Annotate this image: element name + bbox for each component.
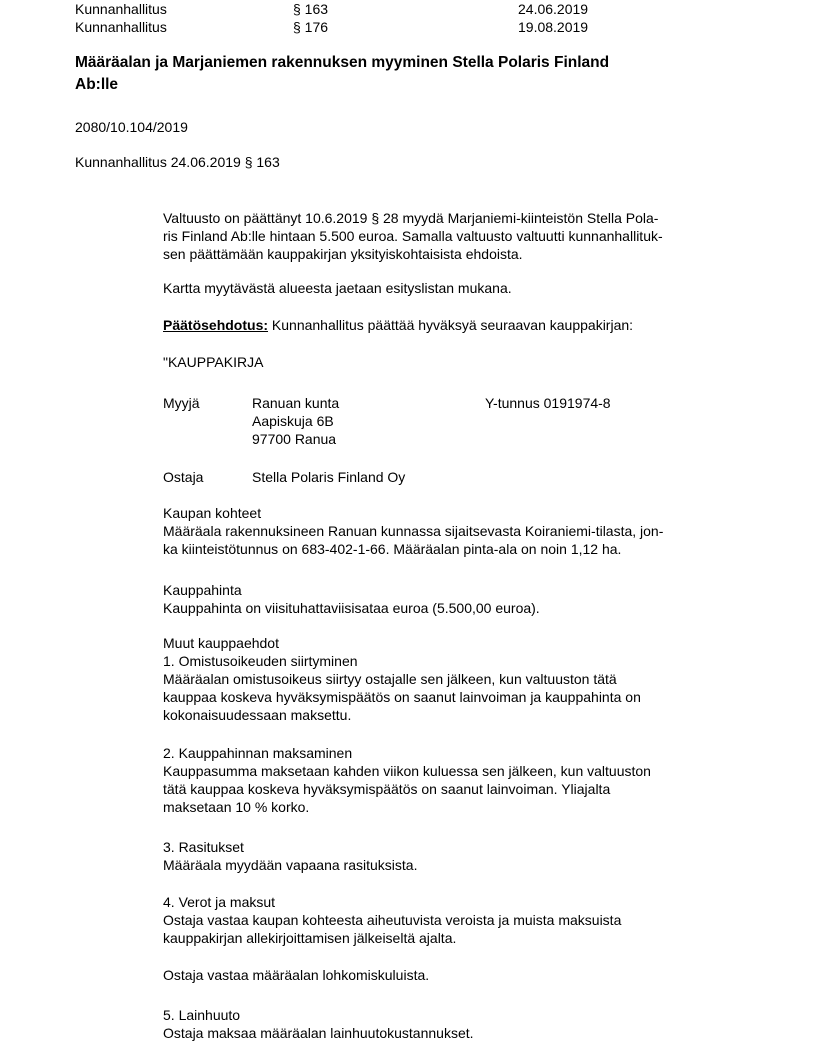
text-line: 3. Rasitukset (163, 839, 244, 855)
text-block (163, 279, 808, 297)
text-line: 4. Verot ja maksut (163, 894, 276, 910)
text-block (163, 838, 808, 874)
party-role: Ostaja (163, 469, 204, 485)
party-block (163, 394, 808, 448)
text-block (163, 504, 808, 558)
text-line: "KAUPPAKIRJA (163, 354, 264, 370)
proposal-label: Päätösehdotus: (163, 317, 269, 333)
text-block (163, 966, 808, 984)
text-line: Määräala rakennuksineen Ranuan kunnassa sijaitsevasta Koiraniemi-tilasta, jon- (163, 523, 664, 539)
text-block (163, 581, 808, 617)
text-line: Kartta myytävästä alueesta jaetaan esityslistan mukana. (163, 280, 512, 296)
text-line: Määräalan omistusoikeus siirtyy ostajalle sen jälkeen, kun valtuuston tätä (163, 671, 617, 687)
text-block (163, 1006, 808, 1042)
text-block (163, 353, 808, 371)
case-number: 2080/10.104/2019 (75, 119, 188, 135)
text-line: kokonaisuudessaan maksettu. (163, 707, 352, 723)
page-title-line: Ab:lle (75, 76, 119, 93)
header-org: Kunnanhallitus (75, 1, 167, 17)
text-line: 5. Lainhuuto (163, 1007, 241, 1023)
text-line: 1. Omistusoikeuden siirtyminen (163, 653, 358, 669)
text-line: Muut kauppaehdot (163, 635, 279, 651)
text-line: maksetaan 10 % korko. (163, 799, 310, 815)
text-line: Aapiskuja 6B (252, 413, 334, 429)
text-line: Stella Polaris Finland Oy (252, 469, 406, 485)
text-line: kauppaa koskeva hyväksymispäätös on saanut lainvoiman ja kauppahinta on (163, 689, 641, 705)
text-block (163, 744, 808, 816)
text-block (163, 893, 808, 947)
text-line: tätä kauppaa koskeva hyväksymispäätös on saanut lainvoiman. Yliajalta (163, 781, 611, 797)
header-date: 24.06.2019 (518, 1, 589, 17)
text-line: 2. Kauppahinnan maksaminen (163, 745, 353, 761)
text-block (163, 209, 808, 263)
text-line: Ostaja maksaa määräalan lainhuutokustannukset. (163, 1025, 474, 1041)
text-line: Ranuan kunta (252, 395, 340, 411)
header-section: § 176 (293, 19, 329, 35)
party-address (252, 468, 808, 486)
meeting-reference: Kunnanhallitus 24.06.2019 § 163 (75, 154, 280, 170)
text-block (163, 634, 808, 724)
text-line: ka kiinteistötunnus on 683-402-1-66. Määräalan pinta-ala on noin 1,12 ha. (163, 541, 622, 557)
text-line: kauppakirjan allekirjoittamisen jälkeiseltä ajalta. (163, 930, 457, 946)
header-org: Kunnanhallitus (75, 19, 167, 35)
party-block (163, 468, 808, 486)
page-title-line: Määräalan ja Marjaniemen rakennuksen myyminen Stella Polaris Finland (75, 54, 610, 71)
header-section: § 163 (293, 1, 329, 17)
text-line: Ostaja vastaa määräalan lohkomiskuluista. (163, 967, 430, 983)
proposal-text: Kunnanhallitus päättää hyväksyä seuraavan kauppakirjan: (268, 317, 634, 333)
text-line: Määräala myydään vapaana rasituksista. (163, 857, 418, 873)
text-line: Kauppahinta (163, 582, 242, 598)
text-line: Kauppahinta on viisituhattaviisisataa euroa (5.500,00 euroa). (163, 600, 540, 616)
text-line: 97700 Ranua (252, 431, 337, 447)
text-line: sen päättämään kauppakirjan yksityiskohtaisista ehdoista. (163, 246, 523, 262)
text-line: ris Finland Ab:lle hintaan 5.500 euroa. Samalla valtuusto valtuutti kunnanhallituk- (163, 228, 663, 244)
business-id: Y-tunnus 0191974-8 (485, 395, 611, 411)
header-date: 19.08.2019 (518, 19, 589, 35)
proposal-block (163, 316, 808, 334)
text-line: Valtuusto on päättänyt 10.6.2019 § 28 myydä Marjaniemi-kiinteistön Stella Pola- (163, 210, 659, 226)
party-role: Myyjä (163, 395, 200, 411)
text-line: Kauppasumma maksetaan kahden viikon kuluessa sen jälkeen, kun valtuuston (163, 763, 651, 779)
text-line: Ostaja vastaa kaupan kohteesta aiheutuvista veroista ja muista maksuista (163, 912, 622, 928)
text-line: Kaupan kohteet (163, 505, 262, 521)
